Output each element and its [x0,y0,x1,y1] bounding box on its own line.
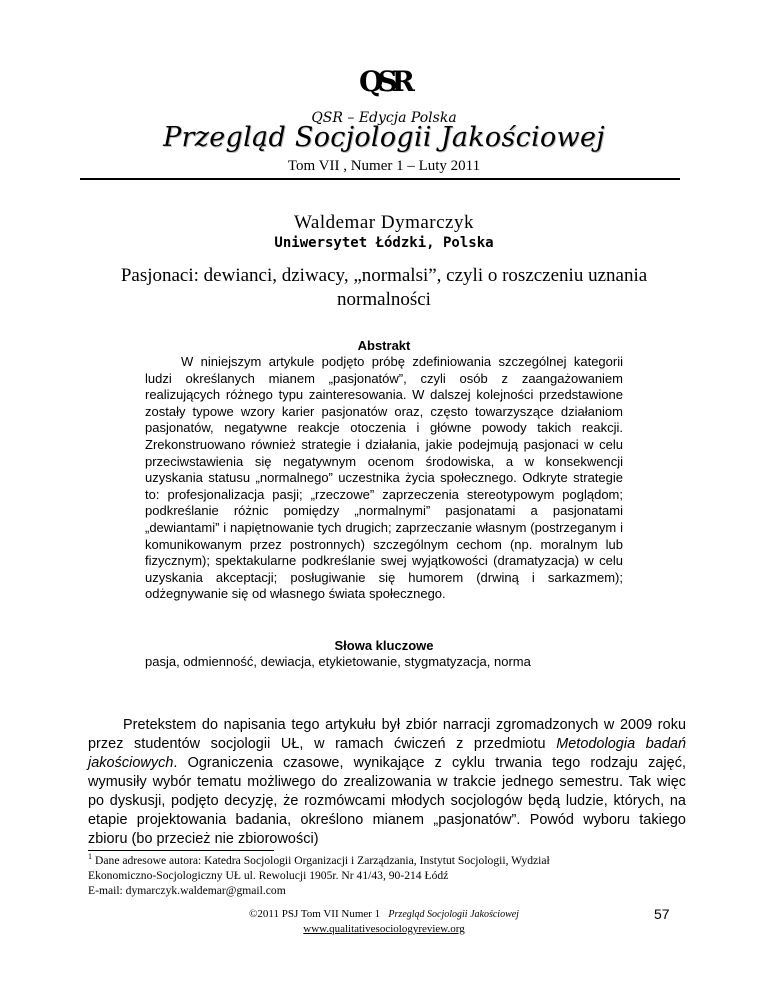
footnote-line-3: E-mail: dymarczyk.waldemar@gmail.com [88,884,286,897]
footnote-marker: 1 [88,852,92,862]
qsr-logo-text: QSR [359,65,409,98]
page-number: 57 [654,906,670,922]
footnote-line-1: Dane adresowe autora: Katedra Socjologii Organizacji i Zarządzania, Instytut Socjologii, Wydział [95,854,550,867]
keywords-list: pasja, odmienność, dewiacja, etykietowanie, stygmatyzacja, norma [145,654,531,669]
abstract-heading: Abstrakt [357,338,411,353]
footnote [88,853,688,898]
footer-url[interactable]: www.qualitativesociologyreview.org [303,923,465,935]
footer-copyright: ©2011 PSJ Tom VII Numer 1 [249,908,381,920]
body-paragraph [88,716,686,849]
body-text-italic: Metodologia badań jakościowych [88,736,686,771]
journal-edition: QSR – Edycja Polska [311,110,457,126]
journal-title: Przegląd Socjologii Jakościowej [163,122,605,153]
footnote-divider [88,850,274,851]
journal-issue: Tom VII , Numer 1 – Luty 2011 [287,158,481,174]
abstract-text: W niniejszym artykule podjęto próbę zdefiniowania szczególnej kategorii ludzi określanych mianem „pasjonatów”, czyli osób z zaangażowaniem realizujących różnego typu zainteresowania. W dalszej kolejności przedstawione zostały typowe wzory karier pasjonatów oraz, często towarzyszące działaniom pasjonatów, negatywne reakcje otoczenia i główne powody takich reakcji. Zrekonstruowano również strategie i działania, jakie podejmują pasjonaci w celu przeciwstawienia się negatywnym ocenom środowiska, a w konsekwencji uzyskania statusu „normalnego” uczestnika życia społecznego. Odkryte strategie to: profesjonalizacja pasji; „rzeczowe” zaprzeczenia stereotypowym poglądom; podkreślanie różnic pomiędzy „normalnymi” pasjonatami a pasjonatami „dewiantami” i napiętnowanie tych drugich; zaprzeczanie własnym (postrzeganym i komunikowanym przez postronnych) szczególnym cechom (np. moralnym lub fizycznym); spektakularne podkreślanie swej wyjątkowości (dramatyzacja) w celu uzyskania akceptacji; posługiwanie się humorem (drwiną i sarkazmem); odżegnywanie się od własnego świata społecznego. [145,354,623,602]
footer-journal: Przegląd Socjologii Jakościowej [388,909,519,920]
body-text-part1: Pretekstem do napisania tego artykułu był zbiór narracji zgromadzonych w 2009 roku przez studentów socjologii UŁ, w ramach ćwiczeń z przedmiotu [88,717,686,752]
author-affiliation: Uniwersytet Łódzki, Polska [274,235,494,251]
author-name: Waldemar Dymarczyk [294,212,474,233]
page-footer [0,907,768,936]
keywords-heading: Słowa kluczowe [334,638,434,653]
header-divider [80,178,680,180]
qsr-logo [352,60,416,100]
article-title: Pasjonaci: dewianci, dziwacy, „normalsi”, czyli o roszczeniu uznania normalności [120,265,648,310]
footnote-line-2: Ekonomiczno-Socjologiczny UŁ ul. Rewolucji 1905r. Nr 41/43, 90-214 Łódź [88,869,449,882]
body-text-part2: . Ograniczenia czasowe, wynikające z cyklu trwania tego rodzaju zajęć, wymusiły wybór tematu możliwego do zrealizowania w trakcie jednego semestru. Tak więc po dyskusji, podjęto decyzję, że rozmówcami młodych socjologów będą ludzie, których, na etapie projektowania badania, określono mianem „pasjonatów”. Powód wyboru takiego zbioru (bo przecież nie zbiorowości) [88,755,686,847]
